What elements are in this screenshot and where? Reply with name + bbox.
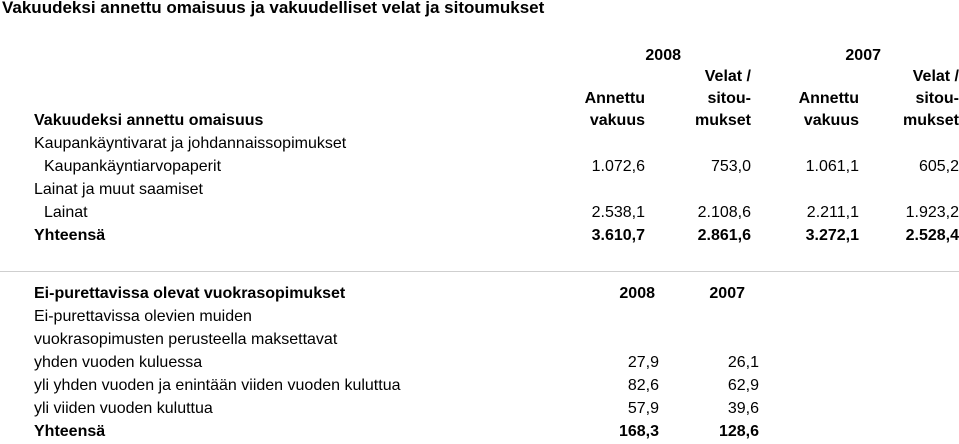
sitou-header-2007: sitou- <box>915 90 959 107</box>
cell-value: 605,2 <box>918 158 959 175</box>
cell-value: 1.923,2 <box>905 204 959 221</box>
year-header-row <box>34 45 959 66</box>
vakuus-header-2007: vakuus <box>803 112 859 129</box>
lease-table <box>34 282 759 443</box>
table-row <box>34 155 959 178</box>
annettu-header-2007: Annettu <box>798 90 859 107</box>
table-row <box>34 132 959 155</box>
page-title: Vakuudeksi annettu omaisuus ja vakuudelliset velat ja sitoumukset <box>2 0 545 17</box>
row-label: yli yhden vuoden ja enintään viiden vuoden kuluttua <box>34 377 401 394</box>
total-value: 3.610,7 <box>591 227 645 244</box>
cell-value: 26,1 <box>727 354 759 371</box>
total-value: 2.528,4 <box>905 227 959 244</box>
cell-value: 39,6 <box>727 400 759 417</box>
header-row-1 <box>34 66 959 88</box>
header-row-3 <box>34 110 959 132</box>
year-2007: 2007 <box>845 47 881 64</box>
velat-header-2007: Velat / <box>912 68 959 85</box>
table-row <box>34 305 759 328</box>
mukset-header-2008: mukset <box>694 112 751 129</box>
header-row-2 <box>34 88 959 110</box>
lease-section-heading: Ei-purettavissa olevat vuokrasopimukset <box>34 285 346 302</box>
row-label: yhden vuoden kuluessa <box>34 354 203 371</box>
total-row <box>34 420 759 443</box>
cell-value: 2.108,6 <box>697 204 751 221</box>
table-row <box>34 178 959 201</box>
year-2008: 2008 <box>645 47 681 64</box>
table-row <box>34 397 759 420</box>
row-label: Kaupankäyntivarat ja johdannaissopimukset <box>34 135 347 152</box>
row-label: Ei-purettavissa olevien muiden <box>34 308 252 325</box>
section-divider <box>0 271 959 272</box>
collateral-section-label: Vakuudeksi annettu omaisuus <box>34 112 264 129</box>
mukset-header-2007: mukset <box>902 112 959 129</box>
total-label: Yhteensä <box>34 423 106 440</box>
row-label: Kaupankäyntiarvopaperit <box>44 158 222 175</box>
total-value: 3.272,1 <box>805 227 859 244</box>
cell-value: 57,9 <box>627 400 659 417</box>
total-value: 2.861,6 <box>697 227 751 244</box>
lease-header-row <box>34 282 759 305</box>
total-row <box>34 224 959 247</box>
table-row <box>34 328 759 351</box>
cell-value: 753,0 <box>710 158 751 175</box>
lease-year-2008: 2008 <box>619 285 655 302</box>
cell-value: 2.211,1 <box>806 204 859 221</box>
table-row <box>34 351 759 374</box>
cell-value: 82,6 <box>627 377 659 394</box>
velat-header-2008: Velat / <box>704 68 751 85</box>
lease-year-2007: 2007 <box>709 285 745 302</box>
row-label: vuokrasopimusten perusteella maksettavat <box>34 331 338 348</box>
total-value: 128,6 <box>718 423 759 440</box>
row-label: Lainat ja muut saamiset <box>34 181 203 198</box>
collateral-table <box>34 45 959 247</box>
cell-value: 62,9 <box>727 377 759 394</box>
vakuus-header-2008: vakuus <box>589 112 645 129</box>
row-label: Lainat <box>44 204 88 221</box>
table-row <box>34 201 959 224</box>
cell-value: 1.061,1 <box>805 158 859 175</box>
cell-value: 1.072,6 <box>591 158 645 175</box>
sitou-header-2008: sitou- <box>707 90 751 107</box>
total-label: Yhteensä <box>34 227 106 244</box>
table-row <box>34 374 759 397</box>
annettu-header-2008: Annettu <box>584 90 645 107</box>
cell-value: 2.538,1 <box>591 204 645 221</box>
cell-value: 27,9 <box>627 354 659 371</box>
row-label: yli viiden vuoden kuluttua <box>34 400 213 417</box>
total-value: 168,3 <box>618 423 659 440</box>
